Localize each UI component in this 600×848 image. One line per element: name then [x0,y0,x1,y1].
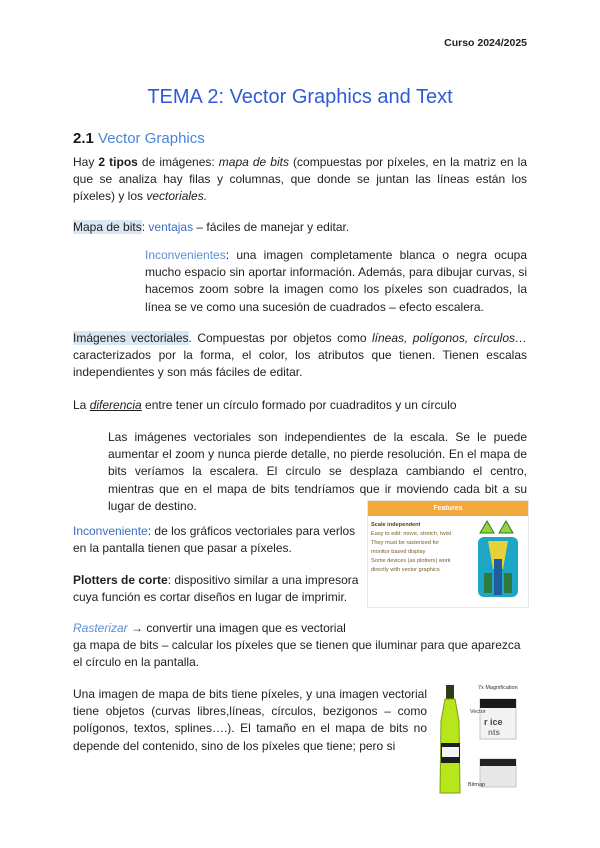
features-line: directly with vector graphics [371,567,440,573]
text-run: de imágenes: [137,155,219,169]
text-run: diferencia [89,398,142,412]
zoom-text-2: nts [488,728,500,737]
text-run: La [73,398,90,412]
text-run: Hay [73,155,99,169]
text-run: : de los gráficos vectoriales para verlos en la pantalla tienen que pasar a píxeles. [73,524,356,556]
text-run: convertir una imagen que es vectorial [146,621,346,635]
zoom-text-1: r ice [484,717,503,727]
features-figure [367,500,529,608]
paragraph-diferencia [73,397,527,414]
arrow-icon: → [127,621,147,635]
text-run: entre tener un círculo formado por cuadraditos y un círculo [141,398,457,412]
vector-label: Vector [470,709,486,715]
features-title: Features [368,501,528,516]
plotters-label: Plotters de corte [73,573,168,587]
course-label: Curso 2024/2025 [444,37,527,49]
ventajas-label: ventajas [148,220,194,234]
section-label: Vector Graphics [98,130,205,147]
paragraph-pixeles-objetos: Una imagen de mapa de bits tiene píxeles, y una imagen vectorial tiene objetos (curvas libres,líneas, círculos, bezigonos – como polígonos, textos, splines….). El tamaño en el mapa de bits no depende del contenido, sino de los píxeles que tiene; pero si [73,687,427,753]
paragraph-rasterizar [73,620,527,672]
features-line: They must be rasterized for [371,540,440,546]
highlight-label: Imágenes vectoriales [73,331,189,345]
inconvenientes-label: Inconvenientes [145,248,226,262]
features-line: Easy to edit: move, stretch, twist [371,531,452,537]
text-run: caracterizados por la forma, el color, los atributos que tienen. Tienen escalas independientes y son más fáciles de editar. [73,348,527,380]
section-number: 2.1 [73,130,94,147]
paragraph-mapa-bits [73,219,527,236]
text-run: . Compuestas por objetos como [188,331,372,345]
highlight-label: Mapa de bits [73,220,142,234]
text-run: (compuestas por píxeles, en la matriz en la que se analiza hay filas y columnas, que donde se juntan las líneas están los píxeles) y los [73,155,527,204]
text-run: 2 tipos [98,155,138,169]
bitmap-label: Bitmap [468,782,486,788]
paragraph-inconvenientes [145,247,527,316]
rasterizar-label: Rasterizar [73,621,128,635]
text-run: : [141,220,149,234]
section-heading [73,130,205,147]
text-run: : una imagen completamente blanca o negra ocupa mucho espacio sin aportar información. Además, para dibujar curvas, si hacemos zoom sobre la imagen como los píxeles son cuadrados, la línea se ve como una sucesión de cuadrados – efecto escalera. [145,248,527,314]
text-run: ga mapa de bits – calcular los píxeles que se tienen que iluminar para que aparezca el círculo en la pantalla. [73,638,521,670]
magnification-label: 7x Magnification [478,685,518,691]
scaled-figure-illustration [472,519,526,605]
bottle-illustration [430,685,530,797]
bottle-magnification-figure [430,685,530,797]
text-run: – fáciles de manejar y editar. [193,220,350,234]
features-list [371,521,471,575]
paragraph-escala: Las imágenes vectoriales son independientes de la escala. Se le puede aumentar el zoom y nunca pierde detalle, no pierde resolución. En el mapa de bits veríamos la escalera. El círculo se desplaza cambiando el centro, mientras que en el mapa de bits tendríamos que ir moviendo cada bit a su lugar de destino. [108,430,527,513]
features-line: Some devices (as plotters) work [371,558,451,564]
features-line: monitor based display [371,549,426,555]
text-run: mapa de bits [218,155,289,169]
text-run: : dispositivo similar a una impresora cuya función es cortar diseños en lugar de imprimir. [73,573,359,605]
inconveniente-label: Inconveniente [73,524,148,538]
page-title: TEMA 2: Vector Graphics and Text [147,86,453,108]
paragraph-vectoriales [73,330,527,382]
paragraph-plotters [73,572,363,606]
text-run: vectoriales. [146,189,208,204]
paragraph-tipos [73,154,527,206]
text-run: líneas, polígonos, círculos… [371,331,527,345]
features-line: Scale independent [371,522,421,528]
paragraph-inconveniente-vectorial [73,523,363,557]
